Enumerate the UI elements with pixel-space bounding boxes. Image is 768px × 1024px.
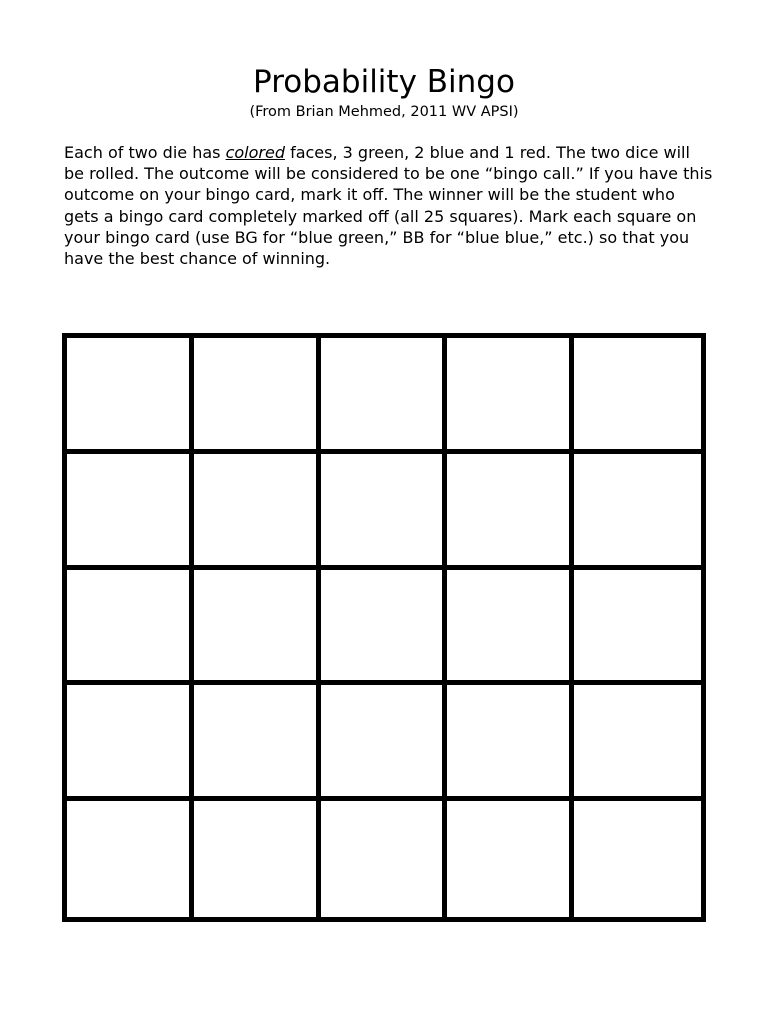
instructions-text-start: Each of two die has: [64, 143, 226, 162]
page-title: Probability Bingo: [253, 64, 515, 100]
bingo-square[interactable]: [574, 685, 701, 801]
bingo-square[interactable]: [194, 801, 321, 917]
bingo-square[interactable]: [321, 454, 448, 570]
bingo-square[interactable]: [447, 570, 574, 686]
bingo-card-grid: [62, 333, 706, 922]
bingo-square[interactable]: [447, 338, 574, 454]
bingo-square[interactable]: [321, 801, 448, 917]
bingo-square[interactable]: [321, 570, 448, 686]
bingo-square[interactable]: [67, 454, 194, 570]
bingo-square[interactable]: [447, 454, 574, 570]
bingo-square[interactable]: [574, 338, 701, 454]
bingo-square[interactable]: [321, 685, 448, 801]
bingo-square[interactable]: [67, 801, 194, 917]
instructions-paragraph: [64, 142, 714, 269]
bingo-square[interactable]: [574, 570, 701, 686]
bingo-square[interactable]: [194, 338, 321, 454]
bingo-square[interactable]: [194, 454, 321, 570]
bingo-square[interactable]: [447, 801, 574, 917]
instructions-emphasis: colored: [225, 143, 285, 162]
instructions-text-end: faces, 3 green, 2 blue and 1 red. The two dice will be rolled. The outcome will be considered to be one “bingo call.” If you have this outcome on your bingo card, mark it off. The winner will be the student who gets a bingo card completely marked off (all 25 squares). Mark each square on your bingo card (use BG for “blue green,” BB for “blue blue,” etc.) so that you have the best chance of winning.: [64, 143, 713, 269]
bingo-square[interactable]: [574, 801, 701, 917]
bingo-square[interactable]: [574, 454, 701, 570]
bingo-square[interactable]: [447, 685, 574, 801]
bingo-square[interactable]: [194, 570, 321, 686]
bingo-square[interactable]: [67, 338, 194, 454]
bingo-square[interactable]: [321, 338, 448, 454]
page-subtitle: (From Brian Mehmed, 2011 WV APSI): [249, 104, 519, 120]
bingo-square[interactable]: [67, 570, 194, 686]
bingo-square[interactable]: [194, 685, 321, 801]
bingo-square[interactable]: [67, 685, 194, 801]
